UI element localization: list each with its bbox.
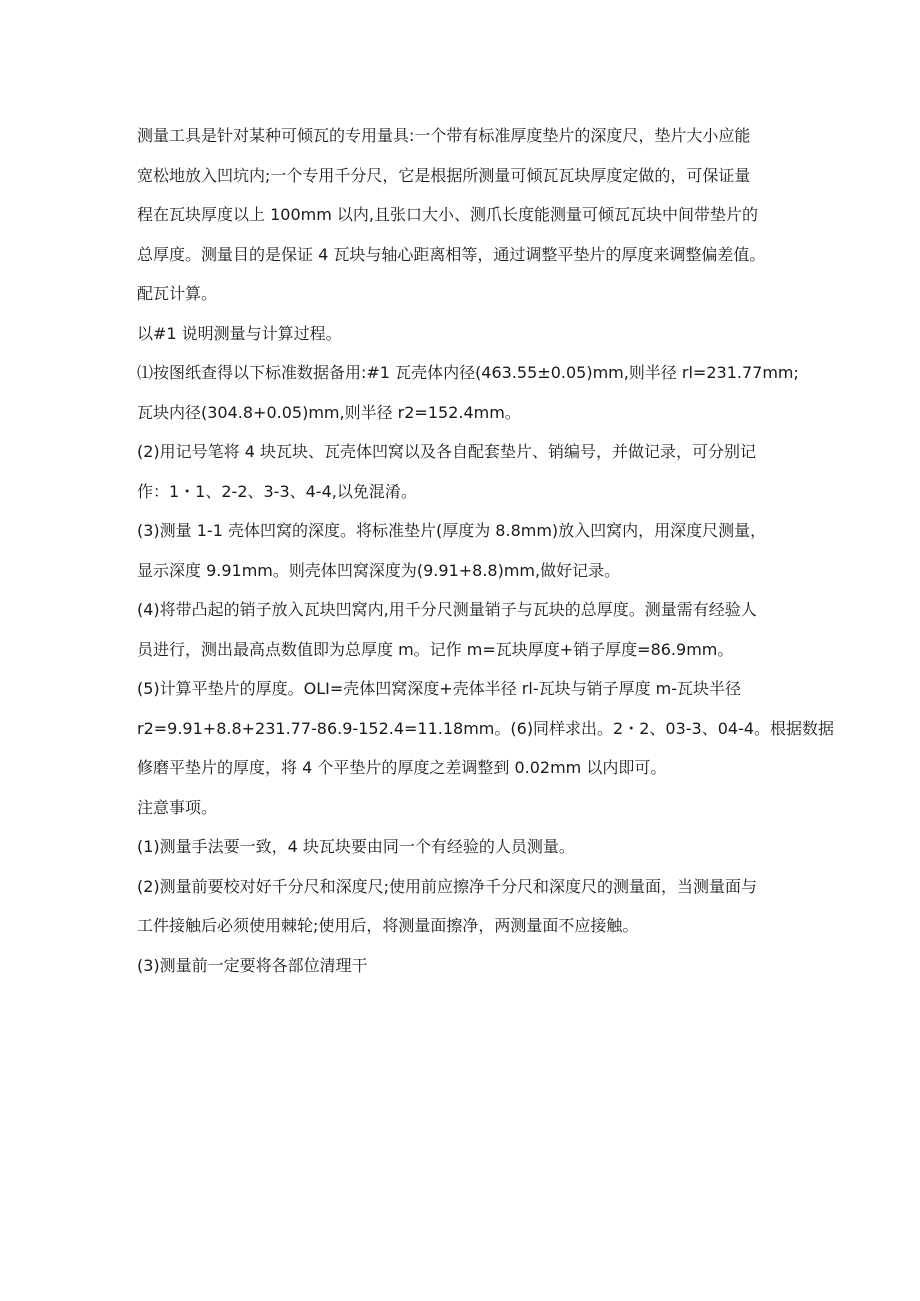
step-5-line-1: (5)计算平垫片的厚度。OLI=壳体凹窝深度+壳体半径 rl-瓦块与销子厚度 m-瓦块半径 bbox=[137, 679, 742, 698]
text-line-2: 宽松地放入凹坑内;一个专用千分尺，它是根据所测量可倾瓦瓦块厚度定做的，可保证量 bbox=[137, 165, 751, 185]
note-3-line-1: (3)测量前一定要将各部位清理干 bbox=[137, 955, 368, 975]
text-line-4: 总厚度。测量目的是保证 4 瓦块与轴心距离相等，通过调整平垫片的厚度来调整偏差值。 bbox=[137, 244, 766, 264]
step-4-line-1: (4)将带凸起的销子放入瓦块凹窝内,用千分尺测量销子与瓦块的总厚度。测量需有经验人 bbox=[137, 600, 757, 619]
note-1: (1)测量手法要一致，4 块瓦块要由同一个有经验的人员测量。 bbox=[137, 837, 575, 856]
text-line-3: 程在瓦块厚度以上 100mm 以内,且张口大小、测爪长度能测量可倾瓦瓦块中间带垫片的 bbox=[137, 205, 758, 224]
step-1-line-2: 瓦块内径(304.8+0.05)mm,则半径 r2=152.4mm。 bbox=[137, 402, 521, 422]
section-heading-notes: 注意事项。 bbox=[137, 797, 218, 817]
step-2-line-1: (2)用记号笔将 4 块瓦块、瓦壳体凹窝以及各自配套垫片、销编号，并做记录，可分别记 bbox=[137, 442, 757, 461]
note-2-line-1: (2)测量前要校对好千分尺和深度尺;使用前应擦净千分尺和深度尺的测量面，当测量面与 bbox=[137, 876, 758, 896]
step-1-line-1: ⑴按图纸查得以下标准数据备用:#1 瓦壳体内径(463.55±0.05)mm,则半径 rl=231.77mm; bbox=[137, 363, 799, 382]
section-heading-calculation: 配瓦计算。 bbox=[137, 284, 218, 303]
step-2-line-2: 作：1・1、2-2、3-3、4-4,以免混淆。 bbox=[137, 481, 417, 501]
note-2-line-2: 工件接触后必须使用棘轮;使用后，将测量面擦净，两测量面不应接触。 bbox=[137, 916, 639, 935]
text-line-1: 测量工具是针对某种可倾瓦的专用量具:一个带有标准厚度垫片的深度尺，垫片大小应能 bbox=[137, 126, 751, 145]
step-5-line-2: r2=9.91+8.8+231.77-86.9-152.4=11.18mm。(6)同样求出。2・2、03-3、04-4。根据数据 bbox=[137, 718, 835, 738]
step-3-line-2: 显示深度 9.91mm。则壳体凹窝深度为(9.91+8.8)mm,做好记录。 bbox=[137, 560, 621, 580]
step-4-line-2: 员进行，测出最高点数值即为总厚度 m。记作 m=瓦块厚度+销子厚度=86.9mm。 bbox=[137, 639, 734, 659]
step-5-line-3: 修磨平垫片的厚度，将 4 个平垫片的厚度之差调整到 0.02mm 以内即可。 bbox=[137, 758, 667, 777]
step-3-line-1: (3)测量 1-1 壳体凹窝的深度。将标准垫片(厚度为 8.8mm)放入凹窝内，用深度尺测量， bbox=[137, 521, 767, 540]
document-body bbox=[137, 116, 835, 985]
text-line-6: 以#1 说明测量与计算过程。 bbox=[137, 323, 342, 343]
